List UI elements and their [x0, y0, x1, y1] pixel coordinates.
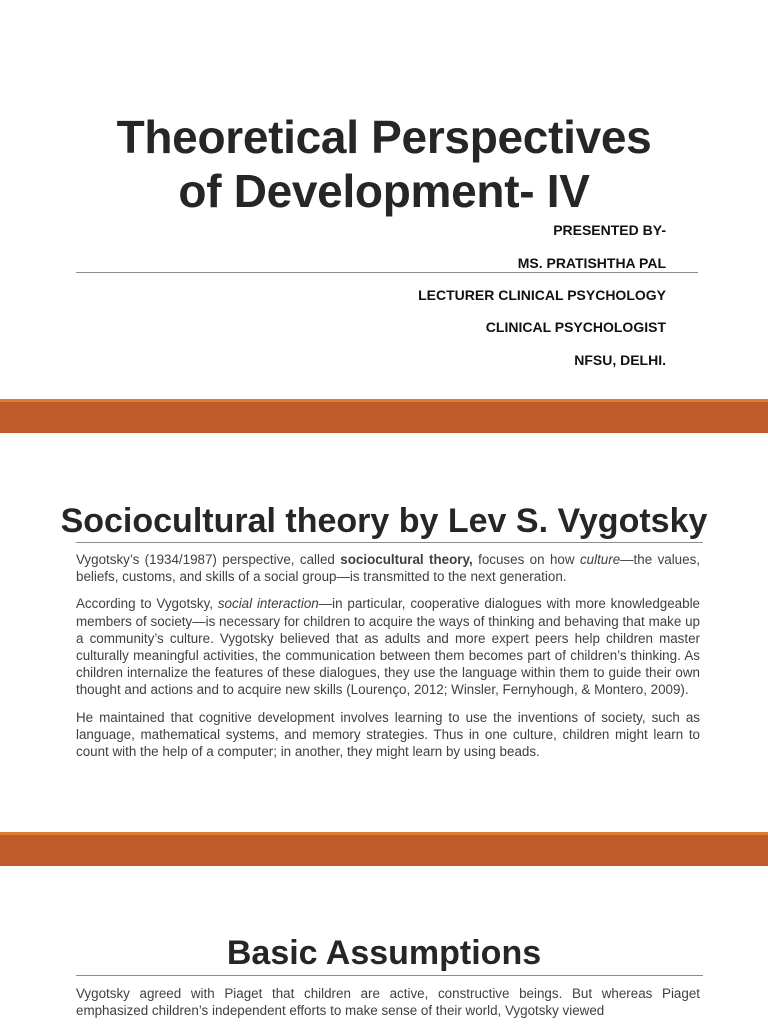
paragraph-1 [76, 551, 700, 585]
text-run: —in particular, cooperative dialogues with more knowledgeable members of society—is necessary for children to acquire the ways of thinking and behaving that make up a community’s culture. Vygotsky believed that as adults and more expert peers help children master culturally meaningful activities, the communication between them becomes part of children’s thinking. As children internalize the features of these dialogues, they use the language within them to guide their own thought and actions and to acquire new skills (Lourenço, 2012; Winsler, Fernyhough, & Montero, 2009). [76, 596, 700, 698]
presented-by-label: PRESENTED BY- [553, 222, 666, 238]
slide-title: Basic Assumptions [226, 934, 542, 972]
text-run: Vygotsky’s (1934/1987) perspective, called [76, 552, 341, 567]
presenter-institution: NFSU, DELHI. [574, 352, 666, 368]
presentation-title [0, 110, 768, 218]
italic-term: social interaction [217, 596, 319, 612]
text-run: focuses on how [472, 552, 580, 567]
slide-body [76, 985, 700, 1019]
text-run: According to Vygotsky, [76, 596, 218, 612]
italic-term: culture [579, 552, 621, 567]
sociocultural-slide [0, 433, 768, 832]
title-divider [76, 542, 703, 543]
paragraph-1: Vygotsky agreed with Piaget that children are active, constructive beings. But whereas Piaget emphasized children’s independent efforts to make sense of their world, Vygotsky viewed [76, 986, 700, 1019]
title-line-2: of Development- IV [178, 165, 590, 217]
title-slide [0, 0, 768, 400]
presenter-name: MS. PRATISHTHA PAL [517, 255, 666, 271]
paragraph-2 [76, 595, 700, 698]
text-run: —the values, beliefs, customs, and skills of a social group—is transmitted to the next generation. [76, 552, 700, 585]
paragraph-3: He maintained that cognitive development involves learning to use the inventions of society, such as language, mathematical systems, and memory strategies. Thus in one culture, children might learn to count with the help of a computer; in another, they might learn by using beads. [76, 709, 700, 760]
bold-term: sociocultural theory, [340, 552, 473, 567]
title-divider [76, 975, 703, 976]
title-line-1: Theoretical Perspectives [116, 111, 652, 163]
basic-assumptions-slide [0, 867, 768, 1024]
slide-body [76, 551, 700, 770]
slide-title: Sociocultural theory by Lev S. Vygotsky [60, 502, 708, 540]
title-divider [76, 272, 698, 273]
slide-separator [0, 832, 768, 866]
presenter-position: LECTURER CLINICAL PSYCHOLOGY [418, 287, 666, 303]
slide-separator [0, 399, 768, 433]
presenter-role: CLINICAL PSYCHOLOGIST [485, 319, 666, 335]
